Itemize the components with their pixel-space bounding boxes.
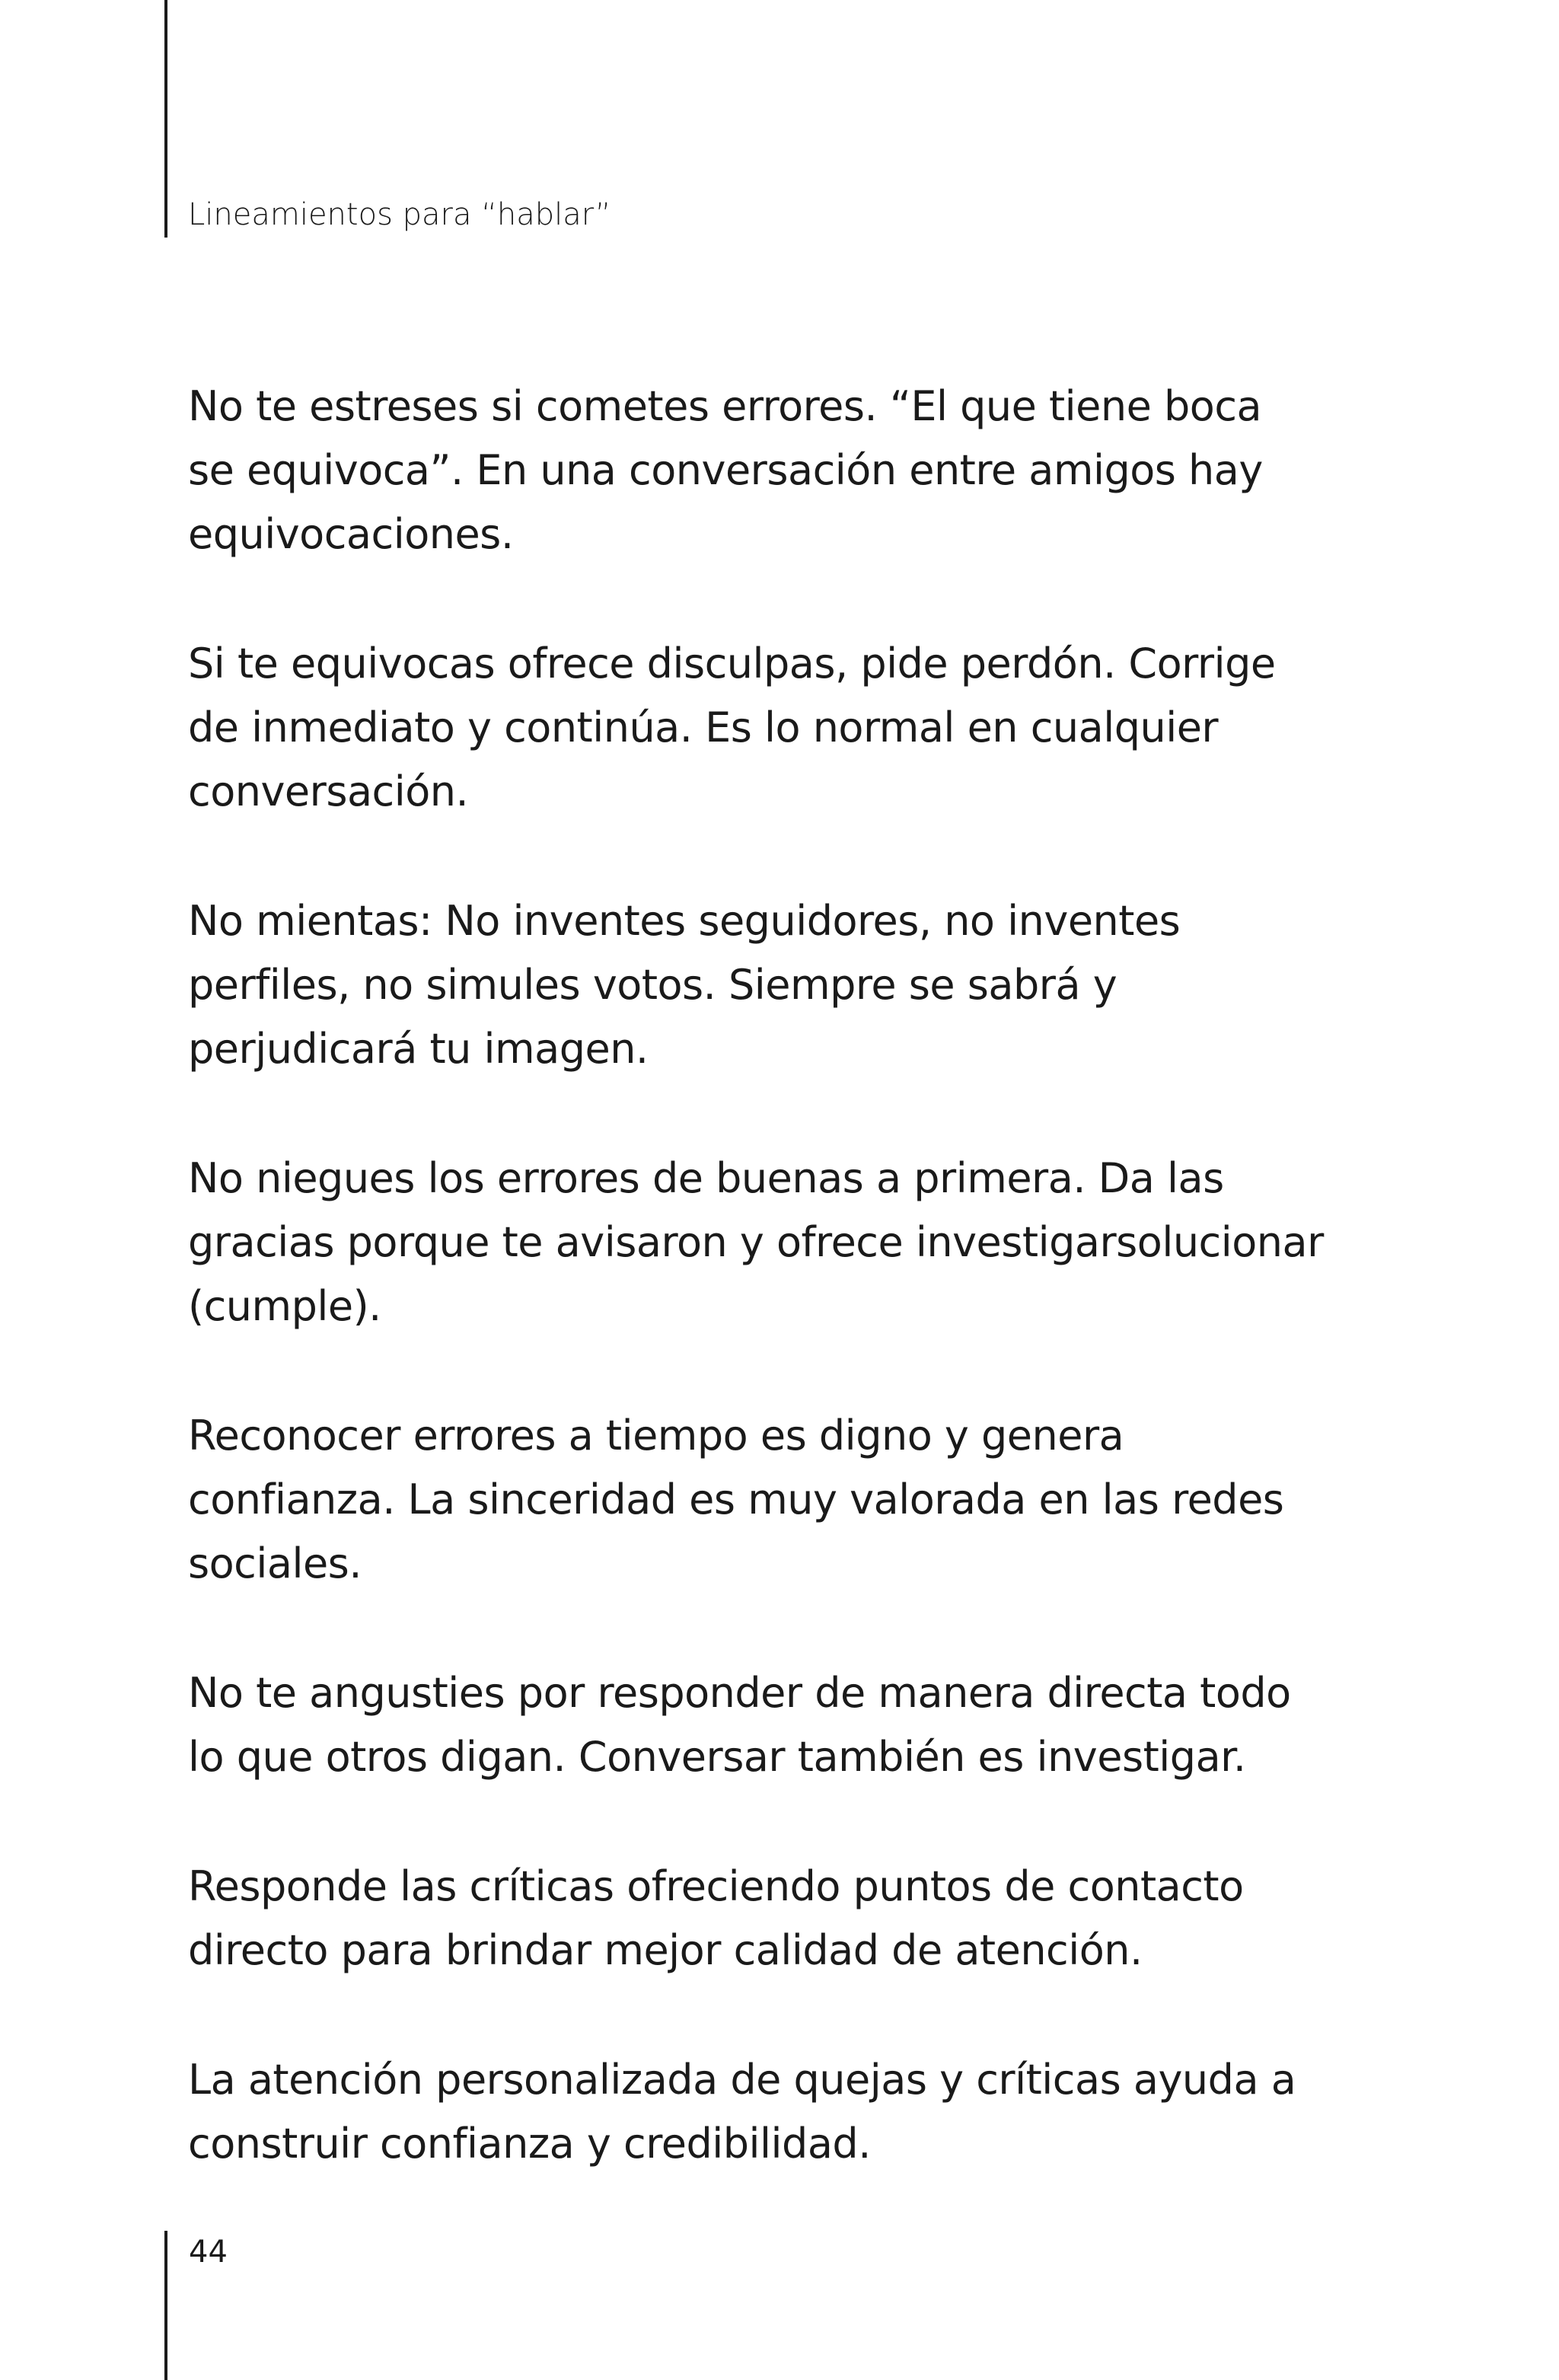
paragraph <box>188 889 1345 1081</box>
text-line: Si te equivocas ofrece disculpas, pide perdón. Corrige <box>188 640 1276 688</box>
text-line: conversación. <box>188 767 469 815</box>
text-line: La atención personalizada de quejas y críticas ayuda a <box>188 2056 1296 2104</box>
text-line: directo para brindar mejor calidad de atención. <box>188 1926 1143 1974</box>
text-line: se equivoca”. En una conversación entre amigos hay <box>188 446 1263 494</box>
text-line: lo que otros digan. Conversar también es investigar. <box>188 1733 1246 1781</box>
body-text <box>188 375 1345 2241</box>
text-line: No niegues los errores de buenas a primera. Da las <box>188 1154 1224 1202</box>
text-line: sociales. <box>188 1539 362 1587</box>
text-line: perjudicará tu imagen. <box>188 1025 649 1073</box>
page-number: 44 <box>189 2235 228 2270</box>
text-line: No mientas: No inventes seguidores, no inventes <box>188 897 1181 945</box>
paragraph <box>188 2048 1345 2176</box>
paragraph <box>188 632 1345 824</box>
text-line: No te angusties por responder de manera directa todo <box>188 1669 1291 1717</box>
text-line: construir confianza y credibilidad. <box>188 2120 871 2168</box>
text-line: Responde las críticas ofreciendo puntos de contacto <box>188 1862 1244 1910</box>
text-line: equivocaciones. <box>188 510 514 558</box>
bottom-margin-rule <box>164 2231 167 2380</box>
text-line: gracias porque te avisaron y ofrece investigarsolucionar <box>188 1218 1324 1266</box>
paragraph <box>188 1147 1345 1338</box>
paragraph <box>188 1855 1345 1983</box>
paragraph <box>188 375 1345 566</box>
text-line: Reconocer errores a tiempo es digno y genera <box>188 1412 1124 1460</box>
paragraph <box>188 1404 1345 1596</box>
text-line: de inmediato y continúa. Es lo normal en cualquier <box>188 703 1219 751</box>
text-line: perfiles, no simules votos. Siempre se sabrá y <box>188 961 1117 1009</box>
running-header: Lineamientos para “hablar” <box>188 197 611 232</box>
top-margin-rule <box>164 0 167 238</box>
text-line: (cumple). <box>188 1282 381 1330</box>
text-line: confianza. La sinceridad es muy valorada en las redes <box>188 1476 1284 1523</box>
text-line: No te estreses si cometes errores. “El que tiene boca <box>188 382 1262 430</box>
paragraph <box>188 1661 1345 1789</box>
